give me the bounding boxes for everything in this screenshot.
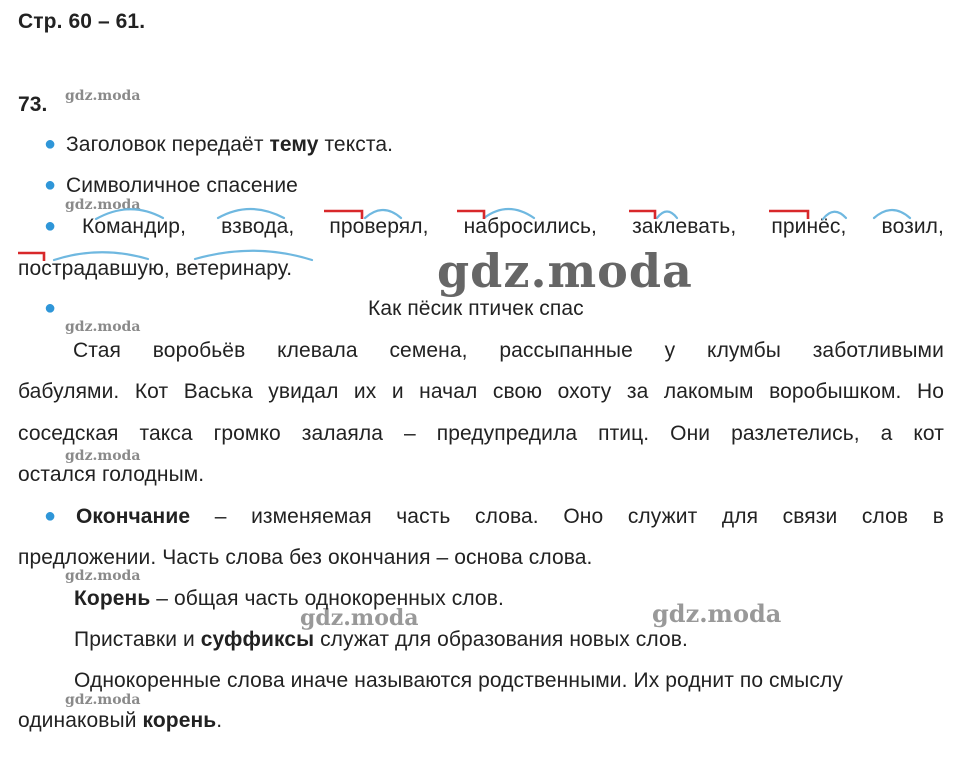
word: слов (861, 505, 909, 528)
page-reference: Стр. 60 – 61. (18, 10, 146, 33)
item-2-text: Символичное спасение (66, 174, 298, 197)
prefix-mark (629, 211, 655, 219)
suffix-arc (823, 212, 846, 219)
prefix-mark (324, 211, 362, 219)
bullet-icon: ● (44, 215, 57, 237)
word: громко (213, 422, 281, 445)
suffix-arc (365, 210, 401, 218)
word: для (721, 505, 759, 528)
suffix-arc (195, 251, 312, 260)
term-root-2: корень (142, 709, 217, 732)
bullet-icon: ● (44, 174, 57, 196)
word: связи (782, 505, 838, 528)
watermark-small: gdz.moda (65, 692, 141, 708)
word: клумбы (707, 339, 781, 362)
word: семена, (389, 339, 468, 362)
prefix-mark (457, 211, 484, 219)
watermark-medium: gdz.moda (652, 599, 782, 628)
term-root: Корень (74, 587, 151, 610)
word: Они (670, 422, 711, 445)
word: бабулями. (18, 380, 120, 403)
word: соседская (18, 422, 119, 445)
suffix-arc (874, 210, 910, 218)
watermark-small: gdz.moda (65, 448, 141, 464)
prefix-mark (18, 253, 44, 261)
word: начал (419, 380, 478, 403)
word: заклевать, (632, 215, 737, 238)
affixes-after: служат для образования новых слов. (314, 628, 688, 651)
word: их (353, 380, 377, 403)
word: а (880, 422, 893, 445)
suffix-arc (96, 209, 163, 219)
story-line-4: остался голодным. (18, 463, 205, 486)
word: воробышком. (769, 380, 902, 403)
story-title: Как пёсик птичек спас (368, 297, 584, 320)
word: изменяемая (251, 505, 372, 528)
watermark-medium: gdz.moda (300, 605, 419, 631)
word: птиц. (598, 422, 650, 445)
cognates-line-2 (18, 708, 222, 734)
root-definition (74, 586, 504, 612)
watermark-small: gdz.moda (65, 319, 141, 335)
bullet-icon: ● (44, 297, 57, 319)
watermark-large: gdz.moda (437, 244, 693, 298)
word: проверял, (329, 215, 429, 238)
word: такса (139, 422, 193, 445)
suffix-arc (54, 252, 148, 260)
word: взвода, (221, 215, 295, 238)
watermark-small: gdz.moda (65, 568, 141, 584)
word: и (391, 380, 404, 403)
word: залаяла (301, 422, 383, 445)
suffix-arc (218, 209, 284, 218)
word: в (932, 505, 944, 528)
item-5-line-1 (76, 504, 944, 530)
word: часть (396, 505, 451, 528)
prefix-mark (769, 211, 808, 219)
story-line-3 (18, 421, 944, 447)
word: охоту (557, 380, 612, 403)
item-1-before: Заголовок передаёт (66, 133, 270, 156)
word: возил, (881, 215, 944, 238)
suffix-arc (484, 209, 534, 218)
item-1-bold: тему (269, 133, 319, 156)
word: лакомым (663, 380, 754, 403)
word: Васька (183, 380, 253, 403)
item-5-line-2: предложении. Часть слова без окончания – основа слова. (18, 546, 593, 569)
word: разлетелись, (731, 422, 860, 445)
word: кот (913, 422, 944, 445)
word: слова. (475, 505, 539, 528)
term-suffixes: суффиксы (200, 628, 315, 651)
word: предупредила (436, 422, 578, 445)
watermark-small: gdz.moda (65, 197, 141, 213)
watermark-small: gdz.moda (65, 88, 141, 104)
word: свою (492, 380, 543, 403)
item-1-after: текста. (318, 133, 394, 156)
story-line-2 (18, 379, 944, 405)
story-line-1 (73, 338, 944, 364)
word: принёс, (771, 215, 847, 238)
word: рассыпанные (499, 339, 633, 362)
cognates-before: одинаковый (18, 709, 143, 732)
cognates-after: . (216, 709, 223, 732)
word: Командир, (82, 215, 187, 238)
word: набросились, (463, 215, 597, 238)
suffix-arc (657, 212, 677, 219)
word: – (403, 422, 416, 445)
word: воробьёв (152, 339, 246, 362)
word: – (214, 505, 227, 528)
item-3-line-2: пострадавшую, ветеринару. (18, 257, 293, 280)
affixes-before: Приставки и (74, 628, 201, 651)
word: Стая (73, 339, 121, 362)
word: Но (916, 380, 944, 403)
bullet-icon: ● (44, 505, 57, 527)
root-definition-text: – общая часть однокоренных слов. (150, 587, 504, 610)
word: Кот (134, 380, 169, 403)
word: Оно (563, 505, 604, 528)
cognates-line-1: Однокоренные слова иначе называются родственными. Их роднит по смыслу (74, 669, 843, 692)
word: клевала (277, 339, 358, 362)
affixes-definition (74, 627, 688, 653)
term-ending: Окончание (76, 505, 191, 528)
bullet-icon: ● (44, 133, 57, 155)
word: служит (627, 505, 698, 528)
word: увидал (268, 380, 339, 403)
word: заботливыми (812, 339, 944, 362)
word: у (664, 339, 676, 362)
task-number: 73. (18, 93, 48, 116)
word: за (626, 380, 649, 403)
